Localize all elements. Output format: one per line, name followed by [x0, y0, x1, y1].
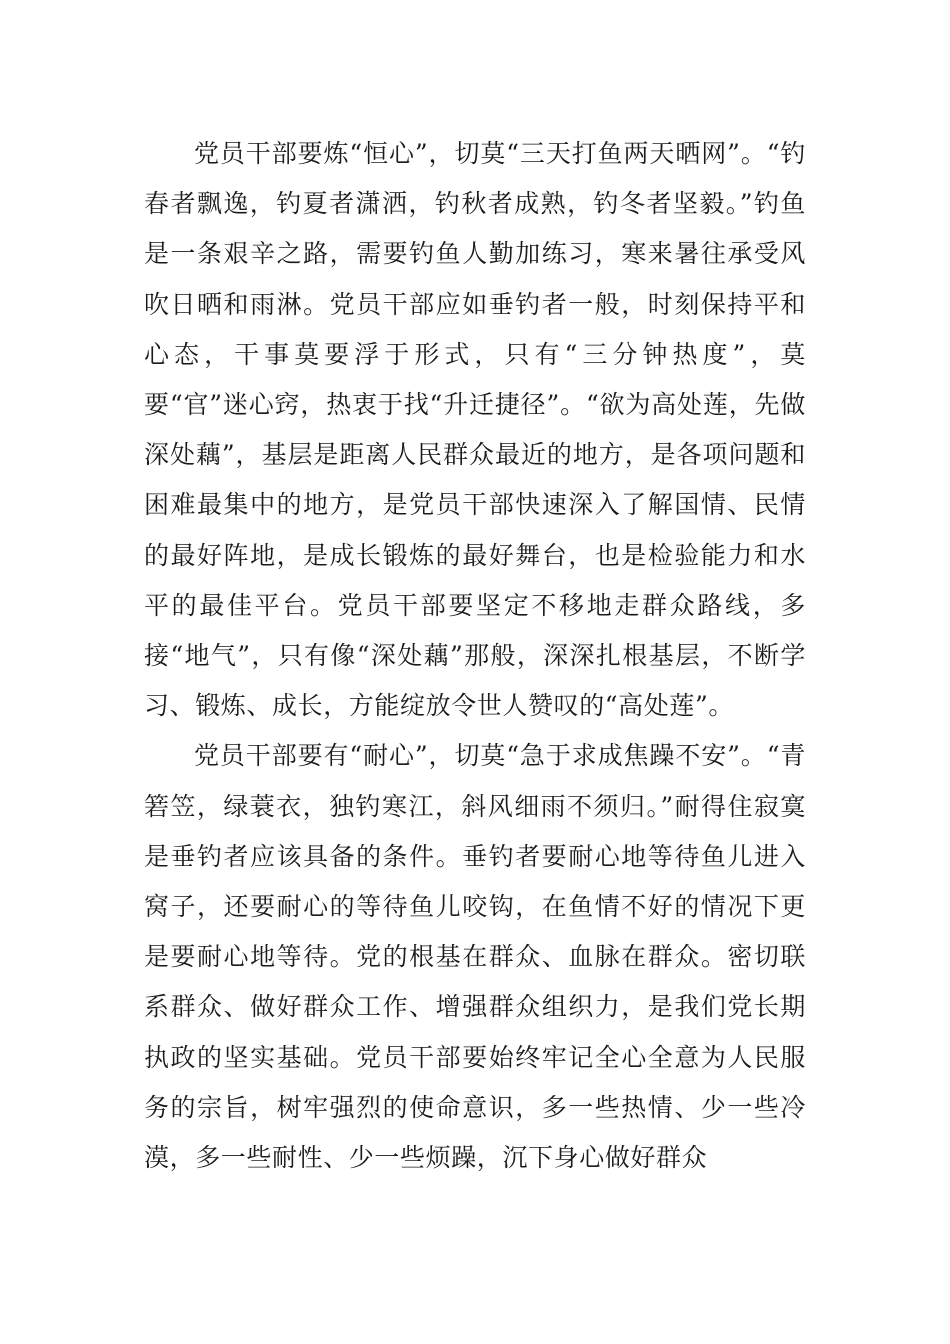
document-body [144, 129, 806, 1183]
paragraph-2: 党员干部要有“耐心”，切莫“急于求成焦躁不安”。“青箬笠，绿蓑衣，独钓寒江，斜风细雨不须归。”耐得住寂寞是垂钓者应该具备的条件。垂钓者要耐心地等待鱼儿进入窝子，还要耐心的等待鱼儿咬钩，在鱼情不好的情况下更是要耐心地等待。党的根基在群众、血脉在群众。密切联系群众、做好群众工作、增强群众组织力，是我们党长期执政的坚实基础。党员干部要始终牢记全心全意为人民服务的宗旨，树牢强烈的使命意识，多一些热情、少一些冷漠，多一些耐性、少一些烦躁，沉下身心做好群众 [144, 741, 806, 1173]
paragraph-1: 党员干部要炼“恒心”，切莫“三天打鱼两天晒网”。“钓春者飘逸，钓夏者潇洒，钓秋者成熟，钓冬者坚毅。”钓鱼是一条艰辛之路，需要钓鱼人勤加练习，寒来暑往承受风吹日晒和雨淋。党员干部应如垂钓者一般，时刻保持平和心态，干事莫要浮于形式，只有“三分钟热度”，莫要“官”迷心窍，热衷于找“升迁捷径”。“欲为高处莲，先做深处藕”，基层是距离人民群众最近的地方，是各项问题和困难最集中的地方，是党员干部快速深入了解国情、民情的最好阵地，是成长锻炼的最好舞台，也是检验能力和水平的最佳平台。党员干部要坚定不移地走群众路线，多接“地气”，只有像“深处藕”那般，深深扎根基层，不断学习、锻炼、成长，方能绽放令世人赞叹的“高处莲”。 [144, 139, 806, 721]
